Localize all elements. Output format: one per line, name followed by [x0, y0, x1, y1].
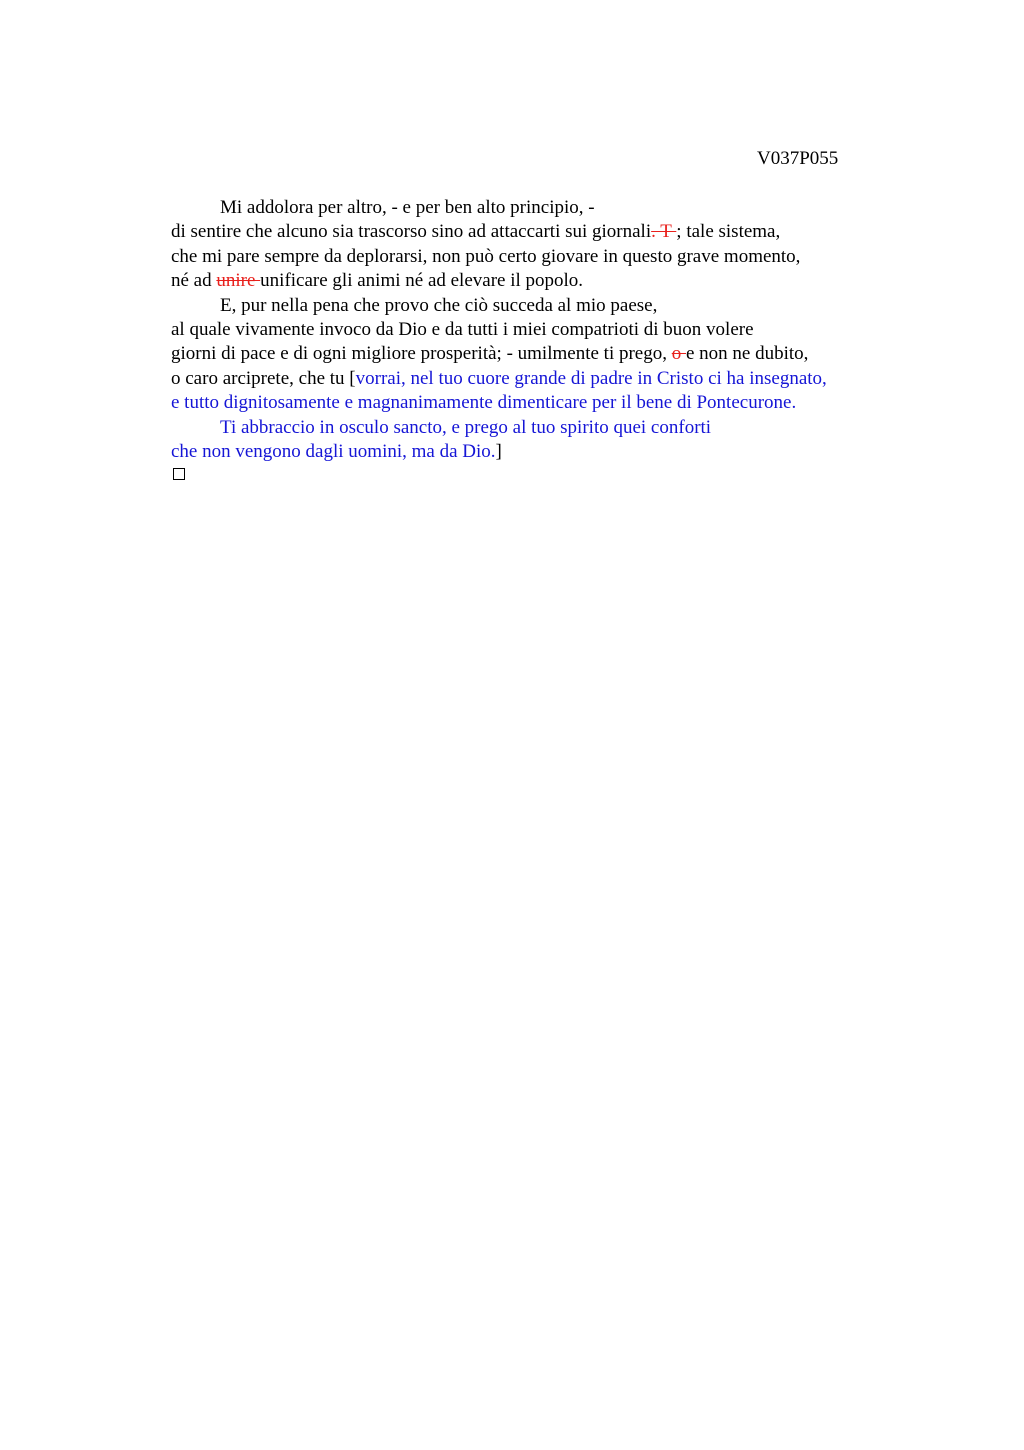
text-line-11 — [171, 440, 931, 464]
line-text: giorni di pace e di ogni migliore prosperità; - umilmente ti prego, — [171, 343, 672, 365]
line-text: di sentire che alcuno sia trascorso sino ad attaccarti sui giornali — [171, 221, 652, 243]
text-line-5 — [171, 294, 931, 318]
line-text: che mi pare sempre da deplorarsi, non può certo giovare in questo grave momento, — [171, 245, 801, 267]
inserted-text: vorrai, nel tuo cuore grande di padre in Cristo ci ha insegnato, — [355, 367, 827, 389]
text-line-3 — [171, 245, 931, 269]
text-line-6 — [171, 318, 931, 342]
inserted-text: che non vengono dagli uomini, ma da Dio. — [171, 440, 496, 462]
line-text: né ad — [171, 270, 217, 292]
square-icon — [173, 468, 185, 480]
line-text: al quale vivamente invoco da Dio e da tutti i miei compatrioti di buon volere — [171, 318, 754, 340]
inserted-text: e tutto dignitosamente e magnanimamente dimenticare per il bene di Pontecurone. — [171, 392, 797, 414]
deleted-text: . T — [651, 221, 677, 243]
text-line-2 — [171, 220, 931, 244]
page-identifier: V037P055 — [757, 148, 839, 169]
text-line-1 — [171, 196, 931, 220]
line-text: unificare gli animi né ad elevare il popolo. — [260, 270, 584, 292]
text-line-10 — [171, 416, 931, 440]
line-text: E, pur nella pena che provo che ciò succeda al mio paese, — [220, 294, 658, 316]
text-line-4 — [171, 269, 931, 293]
letter-body — [171, 196, 931, 464]
line-text: ] — [495, 440, 502, 462]
deleted-text: o — [671, 343, 686, 365]
line-text: Mi addolora per altro, - e per ben alto principio, - — [220, 197, 595, 218]
inserted-text: Ti abbraccio in osculo sancto, e prego al tuo spirito quei conforti — [220, 416, 712, 438]
text-line-8 — [171, 367, 931, 391]
line-text: e non ne dubito, — [686, 343, 809, 365]
line-text: ; tale sistema, — [676, 221, 781, 243]
text-line-9 — [171, 391, 931, 415]
deleted-text: unire — [216, 270, 261, 292]
text-line-7 — [171, 342, 931, 366]
line-text: o caro arciprete, che tu [ — [171, 367, 356, 389]
